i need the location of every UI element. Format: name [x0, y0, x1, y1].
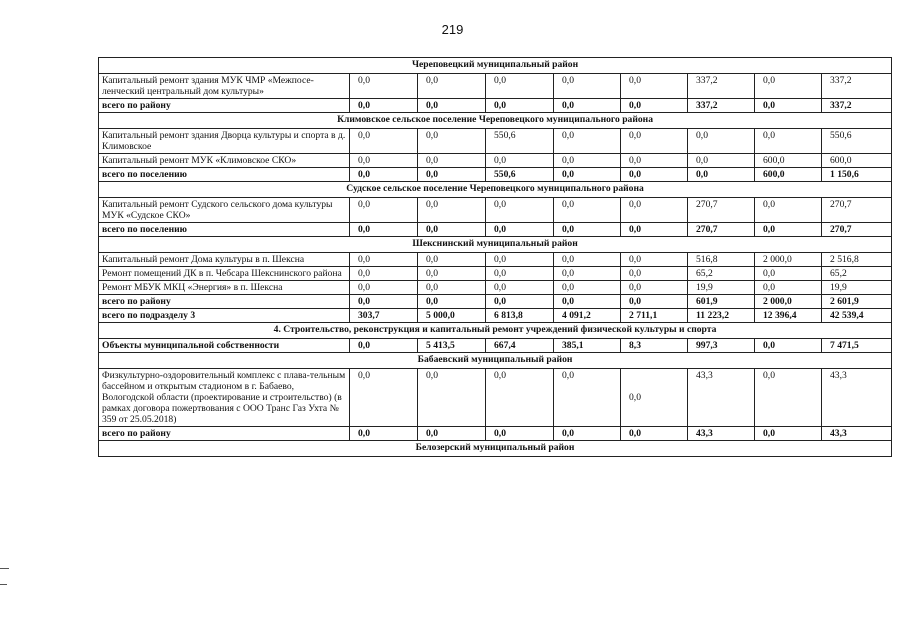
- section-header-row: [99, 353, 892, 369]
- budget-table: [98, 57, 892, 457]
- value-cell: 0,0: [418, 295, 486, 309]
- value-cell: 0,0: [486, 295, 554, 309]
- value-cell: 0,0: [350, 295, 418, 309]
- value-cell: 0,0: [486, 223, 554, 237]
- section-title: Шекснинский муниципальный район: [99, 237, 892, 253]
- value-cell: 0,0: [350, 129, 418, 154]
- page-number: 219: [441, 22, 464, 37]
- value-cell: 0,0: [621, 99, 688, 113]
- value-cell: 2 516,8: [822, 253, 892, 267]
- value-cell: 0,0: [554, 129, 621, 154]
- value-cell: 0,0: [621, 154, 688, 168]
- value-cell: 0,0: [621, 427, 688, 441]
- value-cell: 0,0: [554, 253, 621, 267]
- row-label: всего по поселению: [99, 223, 350, 237]
- value-cell: 0,0: [554, 369, 621, 427]
- section-title: 4. Строительство, реконструкция и капитальный ремонт учреждений физической культуры и спорта: [99, 323, 892, 339]
- value-cell: 997,3: [688, 339, 755, 353]
- margin-mark: [0, 568, 9, 569]
- total-row: [99, 339, 892, 353]
- value-cell: 0,0: [418, 74, 486, 99]
- value-cell: 43,3: [688, 427, 755, 441]
- table-row: [99, 74, 892, 99]
- section-header-row: [99, 113, 892, 129]
- value-cell: 337,2: [822, 99, 892, 113]
- value-cell: 600,0: [755, 154, 822, 168]
- value-cell: 0,0: [486, 267, 554, 281]
- section-header-row: [99, 182, 892, 198]
- value-cell: 0,0: [486, 154, 554, 168]
- value-cell: 0,0: [486, 74, 554, 99]
- value-cell: 337,2: [688, 99, 755, 113]
- value-cell: 43,3: [822, 369, 892, 427]
- row-label: Капитальный ремонт Дома культуры в п. Шексна: [99, 253, 350, 267]
- value-cell: 5 413,5: [418, 339, 486, 353]
- value-cell: 0,0: [486, 369, 554, 427]
- row-label: Объекты муниципальной собственности: [99, 339, 350, 353]
- value-cell: 0,0: [688, 154, 755, 168]
- value-cell: 2 711,1: [621, 309, 688, 323]
- value-cell: 0,0: [418, 168, 486, 182]
- value-cell: 0,0: [418, 253, 486, 267]
- value-cell: 12 396,4: [755, 309, 822, 323]
- value-cell: 2 000,0: [755, 253, 822, 267]
- value-cell: 0,0: [554, 198, 621, 223]
- margin-mark: [0, 584, 7, 585]
- table-row: [99, 369, 892, 427]
- value-cell: 0,0: [350, 74, 418, 99]
- table-row: [99, 253, 892, 267]
- value-cell: 0,0: [755, 339, 822, 353]
- section-title: Бабаевский муниципальный район: [99, 353, 892, 369]
- section-header-row: [99, 58, 892, 74]
- row-label: Капитальный ремонт МУК «Климовское СКО»: [99, 154, 350, 168]
- value-cell: 0,0: [418, 154, 486, 168]
- table-row: [99, 198, 892, 223]
- value-cell: 270,7: [688, 223, 755, 237]
- section-title: Череповецкий муниципальный район: [99, 58, 892, 74]
- value-cell: 19,9: [688, 281, 755, 295]
- value-cell: 0,0: [755, 99, 822, 113]
- value-cell: 0,0: [486, 99, 554, 113]
- value-cell: 0,0: [621, 168, 688, 182]
- value-cell: 0,0: [350, 281, 418, 295]
- section-header-row: [99, 237, 892, 253]
- value-cell: 270,7: [822, 198, 892, 223]
- value-cell: 4 091,2: [554, 309, 621, 323]
- value-cell: 0,0: [621, 129, 688, 154]
- value-cell: 0,0: [418, 223, 486, 237]
- value-cell: 0,0: [486, 253, 554, 267]
- value-cell: 0,0: [554, 427, 621, 441]
- value-cell: 0,0: [350, 198, 418, 223]
- value-cell: 667,4: [486, 339, 554, 353]
- value-cell: 0,0: [755, 223, 822, 237]
- value-cell: 0,0: [621, 281, 688, 295]
- section-title: Климовское сельское поселение Череповецкого муниципального района: [99, 113, 892, 129]
- value-cell: 550,6: [486, 168, 554, 182]
- total-row: [99, 427, 892, 441]
- value-cell: 600,0: [755, 168, 822, 182]
- value-cell: 0,0: [554, 295, 621, 309]
- table-row: [99, 281, 892, 295]
- table-row: [99, 267, 892, 281]
- value-cell: 0,0: [621, 253, 688, 267]
- value-cell: 0,0: [418, 281, 486, 295]
- value-cell: 0,0: [755, 267, 822, 281]
- value-cell: 2 601,9: [822, 295, 892, 309]
- value-cell: 337,2: [822, 74, 892, 99]
- value-cell: 0,0: [688, 129, 755, 154]
- value-cell: 19,9: [822, 281, 892, 295]
- total-row: [99, 223, 892, 237]
- row-label: Капитальный ремонт Судского сельского дома культуры МУК «Судское СКО»: [99, 198, 350, 223]
- value-cell: 0,0: [755, 281, 822, 295]
- value-cell: 0,0: [418, 99, 486, 113]
- value-cell: 303,7: [350, 309, 418, 323]
- value-cell: 270,7: [688, 198, 755, 223]
- value-cell: 0,0: [486, 198, 554, 223]
- value-cell: 600,0: [822, 154, 892, 168]
- value-cell: 0,0: [621, 295, 688, 309]
- value-cell: 0,0: [350, 339, 418, 353]
- value-cell: 0,0: [350, 168, 418, 182]
- value-cell: 0,0: [350, 427, 418, 441]
- value-cell: 0,0: [418, 427, 486, 441]
- section-title: Белозерский муниципальный район: [99, 441, 892, 457]
- value-cell: 337,2: [688, 74, 755, 99]
- value-cell: 0,0: [554, 154, 621, 168]
- value-cell: 0,0: [418, 198, 486, 223]
- row-label: всего по поселению: [99, 168, 350, 182]
- row-label: Ремонт МБУК МКЦ «Энергия» в п. Шексна: [99, 281, 350, 295]
- value-cell: 65,2: [688, 267, 755, 281]
- value-cell: 65,2: [822, 267, 892, 281]
- value-cell: 0,0: [554, 99, 621, 113]
- row-label: всего по подразделу 3: [99, 309, 350, 323]
- total-row: [99, 309, 892, 323]
- value-cell: 0,0: [554, 168, 621, 182]
- row-label: Капитальный ремонт здания МУК ЧМР «Межпосе-ленческий центральный дом культуры»: [99, 74, 350, 99]
- value-cell: 0,0: [554, 74, 621, 99]
- section-header-row: [99, 323, 892, 339]
- value-cell: 270,7: [822, 223, 892, 237]
- value-cell: 0,0: [486, 427, 554, 441]
- table-row: [99, 154, 892, 168]
- value-cell: 0,0: [350, 154, 418, 168]
- row-label: всего по району: [99, 295, 350, 309]
- value-cell: 601,9: [688, 295, 755, 309]
- total-row: [99, 99, 892, 113]
- value-cell: 0,0: [418, 369, 486, 427]
- value-cell: 385,1: [554, 339, 621, 353]
- row-label: Физкультурно-оздоровительный комплекс с плава-тельным бассейном и открытым стадионом в г. Бабаево, Вологодской области (проектирование и строительство) (в рамках договора пожертвования с ООО Транс Газ Ухта № 359 от 25.05.2018): [99, 369, 350, 427]
- value-cell: 0,0: [418, 129, 486, 154]
- value-cell: 0,0: [621, 369, 688, 427]
- value-cell: 0,0: [554, 281, 621, 295]
- value-cell: 6 813,8: [486, 309, 554, 323]
- value-cell: 0,0: [621, 267, 688, 281]
- value-cell: 0,0: [350, 99, 418, 113]
- value-cell: 0,0: [621, 198, 688, 223]
- value-cell: 0,0: [621, 74, 688, 99]
- row-label: всего по району: [99, 427, 350, 441]
- value-cell: 0,0: [688, 168, 755, 182]
- value-cell: 0,0: [755, 74, 822, 99]
- value-cell: 7 471,5: [822, 339, 892, 353]
- value-cell: 43,3: [688, 369, 755, 427]
- value-cell: 0,0: [554, 267, 621, 281]
- value-cell: 1 150,6: [822, 168, 892, 182]
- value-cell: 550,6: [822, 129, 892, 154]
- value-cell: 0,0: [554, 223, 621, 237]
- value-cell: 0,0: [755, 129, 822, 154]
- row-label: Ремонт помещений ДК в п. Чебсара Шекснинского района: [99, 267, 350, 281]
- value-cell: 0,0: [350, 267, 418, 281]
- value-cell: 8,3: [621, 339, 688, 353]
- value-cell: 43,3: [822, 427, 892, 441]
- value-cell: 0,0: [755, 427, 822, 441]
- value-cell: 0,0: [418, 267, 486, 281]
- value-cell: 0,0: [621, 223, 688, 237]
- row-label: Капитальный ремонт здания Дворца культуры и спорта в д. Климовское: [99, 129, 350, 154]
- row-label: всего по району: [99, 99, 350, 113]
- value-cell: 0,0: [350, 253, 418, 267]
- value-cell: 0,0: [350, 369, 418, 427]
- value-cell: 0,0: [755, 198, 822, 223]
- value-cell: 2 000,0: [755, 295, 822, 309]
- value-cell: 516,8: [688, 253, 755, 267]
- value-cell: 0,0: [486, 281, 554, 295]
- total-row: [99, 295, 892, 309]
- table-row: [99, 129, 892, 154]
- value-cell: 550,6: [486, 129, 554, 154]
- value-cell: 0,0: [350, 223, 418, 237]
- value-cell: 0,0: [755, 369, 822, 427]
- section-title: Судское сельское поселение Череповецкого муниципального района: [99, 182, 892, 198]
- section-header-row: [99, 441, 892, 457]
- total-row: [99, 168, 892, 182]
- value-cell: 42 539,4: [822, 309, 892, 323]
- value-cell: 11 223,2: [688, 309, 755, 323]
- value-cell: 5 000,0: [418, 309, 486, 323]
